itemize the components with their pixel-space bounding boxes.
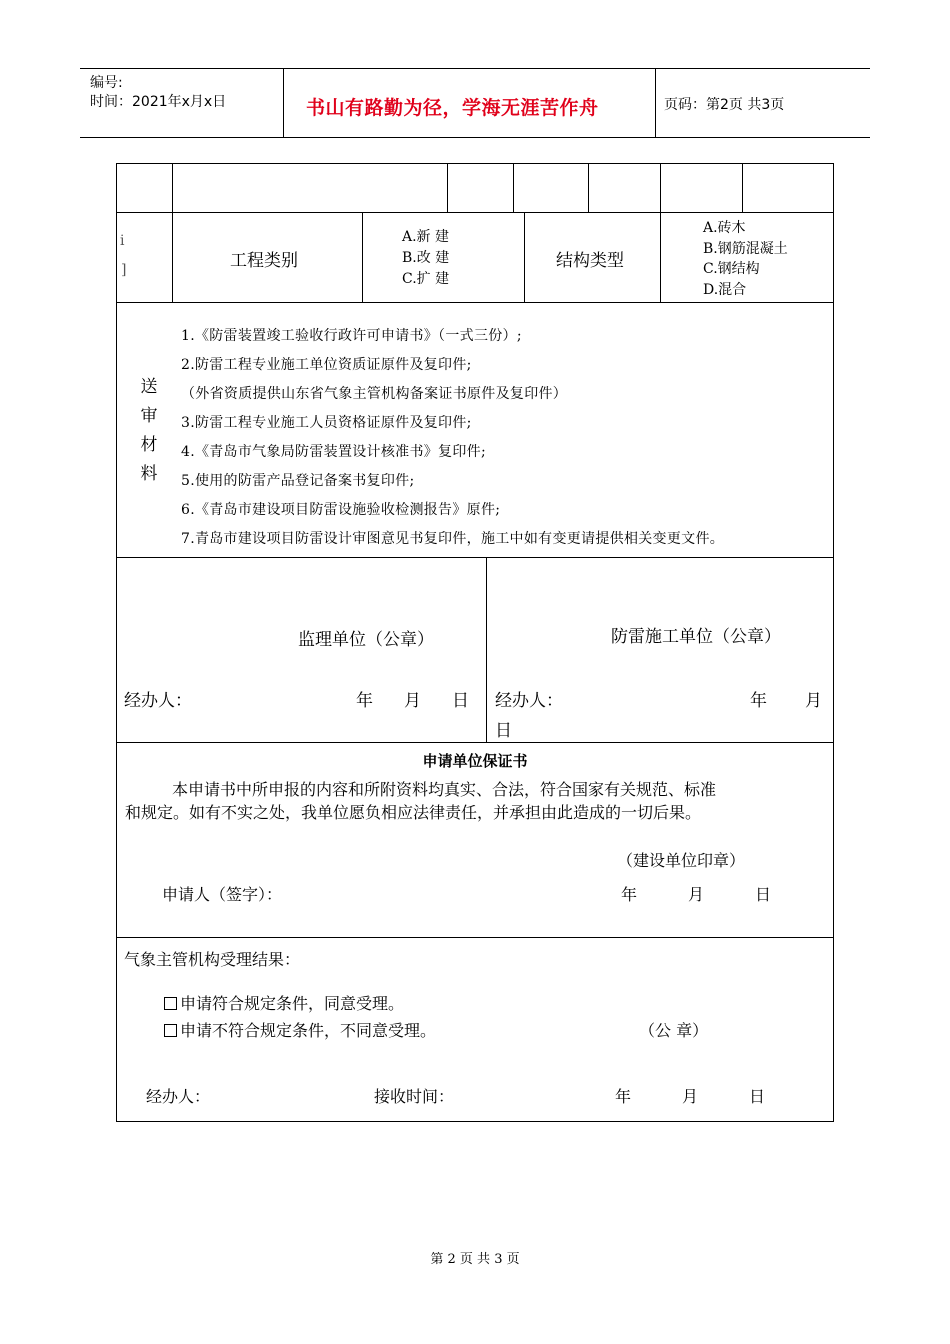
receive-time-label: 接收时间： <box>374 1087 455 1106</box>
materials-label: 送 审 材 料 <box>140 377 158 484</box>
result-handler-label: 经办人： <box>146 1087 211 1106</box>
option-reinforced-concrete: B.钢筋混凝土 <box>703 240 788 257</box>
option-reject[interactable]: 申请不符合规定条件，不同意受理。 <box>164 1018 436 1041</box>
structure-type-options <box>703 218 788 300</box>
list-item: 5.使用的防雷产品登记备案书复印件; <box>181 473 415 489</box>
page-footer: 第 2 页 共 3 页 <box>430 1252 520 1267</box>
list-item: 6.《青岛市建设项目防雷设施验收检测报告》原件; <box>181 502 501 518</box>
contractor-day: 日 <box>495 721 512 741</box>
guarantee-title: 申请单位保证书 <box>422 752 528 770</box>
result-day: 日 <box>749 1087 766 1106</box>
materials-list <box>181 322 724 554</box>
option-brick-wood: A.砖木 <box>703 220 746 236</box>
structure-type-label: 结构类型 <box>556 251 624 271</box>
option-steel: C.钢结构 <box>703 261 760 277</box>
result-year: 年 <box>615 1087 632 1106</box>
result-month: 月 <box>682 1087 699 1106</box>
header-divider <box>655 69 656 137</box>
list-item: 2.防雷工程专业施工单位资质证原件及复印件; <box>181 357 472 373</box>
result-title: 气象主管机构受理结果： <box>124 950 301 969</box>
list-item: （外省资质提供山东省气象主管机构备案证书原件及复印件） <box>181 386 568 402</box>
contractor-seal: 防雷施工单位（公章） <box>611 627 781 647</box>
list-item: 1.《防雷装置竣工验收行政许可申请书》（一式三份）; <box>181 328 522 344</box>
project-category-label: 工程类别 <box>230 251 298 271</box>
option-mixed: D.混合 <box>703 281 747 298</box>
supervisor-year: 年 <box>356 691 373 711</box>
contractor-year: 年 <box>750 691 767 711</box>
guarantee-line-2: 和规定。如有不实之处，我单位愿负相应法律责任，并承担由此造成的一切后果。 <box>125 803 702 822</box>
list-item: 7.青岛市建设项目防雷设计审图意见书复印件，施工中如有变更请提供相关变更文件。 <box>181 531 725 547</box>
option-accept[interactable]: 申请符合规定条件，同意受理。 <box>164 991 404 1014</box>
builder-seal: （建设单位印章） <box>617 851 746 870</box>
checkbox-reject[interactable] <box>164 1024 177 1037</box>
guarantee-month: 月 <box>688 885 705 904</box>
supervisor-month: 月 <box>404 691 421 711</box>
guarantee-year: 年 <box>621 885 638 904</box>
page-indicator: 页码：第2页 共3页 <box>664 97 785 113</box>
list-item: 4.《青岛市气象局防雷装置设计核准书》复印件; <box>181 444 486 460</box>
list-item: 3.防雷工程专业施工人员资格证原件及复印件; <box>181 415 472 431</box>
guarantee-day: 日 <box>755 885 772 904</box>
supervisor-seal: 监理单位（公章） <box>298 630 434 650</box>
project-category-options <box>402 227 449 290</box>
guarantee-line-1: 本申请书中所申报的内容和所附资料均真实、合法，符合国家有关规范、标准 <box>172 780 717 799</box>
applicant-signature-label: 申请人（签字）： <box>162 885 283 904</box>
date-label: 时间：2021年x月x日 <box>90 94 227 110</box>
motto: 书山有路勤为径，学海无涯苦作舟 <box>306 97 599 119</box>
contractor-month: 月 <box>805 691 822 711</box>
page-header <box>80 68 870 138</box>
option-expand: C.扩 建 <box>402 271 450 287</box>
supervisor-day: 日 <box>452 691 469 711</box>
supervisor-handler-label: 经办人： <box>124 691 192 711</box>
cut-off-text: i <box>120 233 125 249</box>
option-rebuild: B.改 建 <box>402 250 450 266</box>
contractor-handler-label: 经办人： <box>495 691 563 711</box>
authority-seal: （公 章） <box>639 1021 709 1040</box>
option-new: A.新 建 <box>402 229 450 245</box>
checkbox-accept[interactable] <box>164 997 177 1010</box>
cut-off-text: ] <box>121 262 127 278</box>
number-label: 编号: <box>90 75 123 91</box>
header-divider <box>283 69 284 137</box>
